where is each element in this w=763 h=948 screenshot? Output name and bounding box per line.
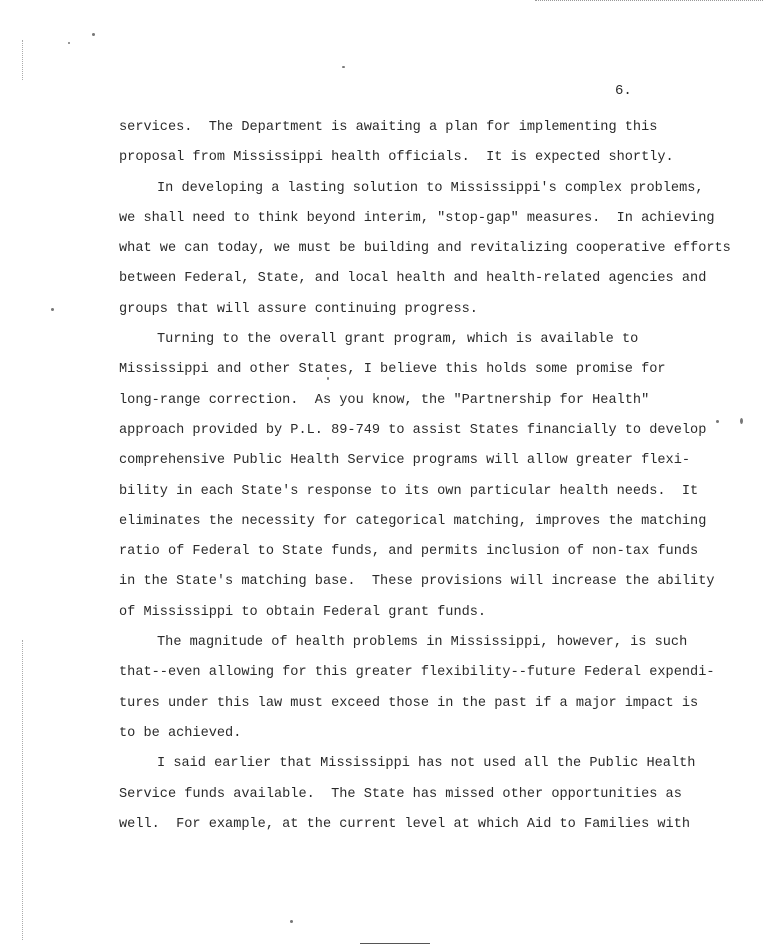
text-line: bility in each State's response to its own particular health needs. It bbox=[119, 483, 699, 499]
text-line: that--even allowing for this greater flexibility--future Federal expendi- bbox=[119, 665, 715, 681]
scan-artifact-left-edge bbox=[22, 640, 24, 940]
text-line: In developing a lasting solution to Mississippi's complex problems, bbox=[157, 180, 704, 196]
text-line: Service funds available. The State has missed other opportunities as bbox=[119, 786, 682, 802]
scan-speck bbox=[92, 33, 95, 36]
text-line: approach provided by P.L. 89-749 to assist States financially to develop bbox=[119, 422, 707, 438]
text-line: well. For example, at the current level at which Aid to Families with bbox=[119, 816, 691, 832]
text-line: of Mississippi to obtain Federal grant funds. bbox=[119, 604, 487, 620]
text-line: ratio of Federal to State funds, and permits inclusion of non-tax funds bbox=[119, 544, 699, 560]
scan-speck bbox=[342, 66, 345, 68]
text-line: groups that will assure continuing progress. bbox=[119, 301, 478, 317]
text-line: proposal from Mississippi health officials. It is expected shortly. bbox=[119, 150, 674, 166]
text-line: The magnitude of health problems in Mississippi, however, is such bbox=[157, 635, 688, 651]
text-line: we shall need to think beyond interim, "stop-gap" measures. In achieving bbox=[119, 210, 715, 226]
text-line: eliminates the necessity for categorical matching, improves the matching bbox=[119, 513, 707, 529]
text-line: long-range correction. As you know, the "Partnership for Health" bbox=[119, 392, 650, 408]
text-line: Turning to the overall grant program, which is available to bbox=[157, 332, 639, 348]
text-line: in the State's matching base. These provisions will increase the ability bbox=[119, 574, 715, 590]
text-line: to be achieved. bbox=[119, 725, 242, 741]
scan-speck bbox=[68, 42, 70, 44]
scan-artifact-top bbox=[535, 0, 763, 3]
text-line: what we can today, we must be building and revitalizing cooperative efforts bbox=[119, 241, 731, 257]
text-line: I said earlier that Mississippi has not used all the Public Health bbox=[157, 756, 696, 772]
text-line: tures under this law must exceed those in the past if a major impact is bbox=[119, 695, 699, 711]
text-line: comprehensive Public Health Service programs will allow greater flexi- bbox=[119, 453, 691, 469]
scan-speck bbox=[740, 418, 743, 424]
page-number: 6. bbox=[615, 83, 632, 99]
text-line: between Federal, State, and local health and health-related agencies and bbox=[119, 271, 707, 287]
scan-artifact-bottom bbox=[360, 943, 430, 944]
text-line: Mississippi and other States, I believe this holds some promise for bbox=[119, 362, 666, 378]
scan-speck bbox=[51, 308, 54, 311]
body-text bbox=[119, 113, 731, 840]
scan-artifact-left-edge bbox=[22, 40, 24, 80]
scan-speck bbox=[290, 920, 293, 923]
text-line: services. The Department is awaiting a plan for implementing this bbox=[119, 120, 658, 135]
scan-speck bbox=[716, 420, 719, 423]
